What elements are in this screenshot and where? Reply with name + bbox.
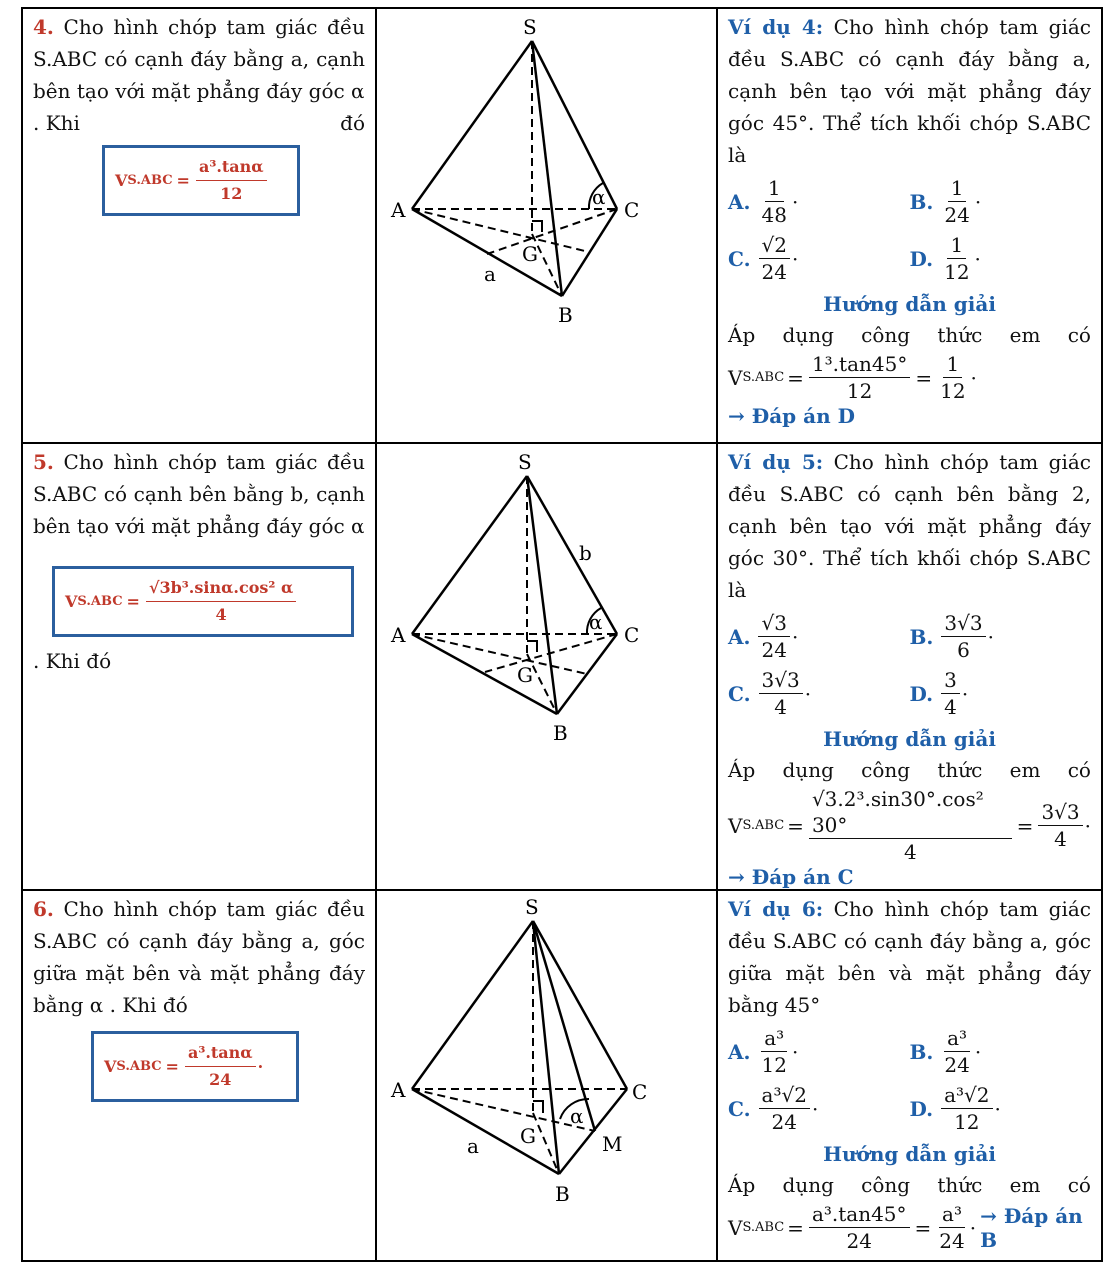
apply-word: dụng [782, 323, 834, 347]
pyramid-figure [377, 444, 716, 876]
guide-heading: Hướng dẫn giải [823, 1142, 996, 1166]
label-S: S [523, 15, 537, 39]
formula-table [21, 7, 1103, 1262]
option-den: 12 [944, 260, 970, 284]
label-S: S [518, 450, 532, 474]
apply-line [718, 1169, 1101, 1201]
option-c: C. $\frac{3√3}{4}$ · [728, 668, 812, 719]
figure-cell [376, 443, 717, 890]
option-b: B. $\frac{3√3}{6}$ · [909, 611, 994, 662]
label-C: C [632, 1080, 648, 1104]
item-number: 5. [33, 450, 54, 474]
option-label: C. [728, 246, 751, 271]
item-number: 4. [33, 15, 54, 39]
label-G: G [517, 663, 533, 687]
option-label: A. [728, 1039, 751, 1064]
sol-den: 4 [903, 840, 917, 864]
example-text: Cho hình chóp tam giác đều S.ABC có cạnh bên bằng 2, cạnh bên tạo với mặt phẳng đáy góc 30°. Thể tích khối chóp S.ABC là [728, 450, 1092, 602]
solution: V S.ABC = $\frac{\text{√3.2³.sin30°.cos² 30°}}{4}$ = $\frac{3√3}{4}$ · [728, 787, 1091, 864]
option-num: 1 [947, 232, 966, 259]
table-row [22, 890, 1102, 1261]
label-alpha: α [589, 610, 603, 634]
option-num: 3 [941, 667, 960, 694]
option-den: 48 [761, 203, 787, 227]
sol-lhs: V [728, 1215, 743, 1240]
option-num: a³√2 [941, 1082, 992, 1109]
example-cell [717, 443, 1102, 890]
apply-word: dụng [782, 1173, 834, 1197]
sol-eq-den: 24 [939, 1229, 965, 1253]
solution: V S.ABC = $\frac{\text{1³.tan45°}}{12}$ = $\frac{1}{12}$ · [728, 352, 977, 403]
label-G: G [520, 1124, 536, 1148]
answer: → Đáp án D [728, 404, 855, 428]
option-den: 4 [944, 695, 957, 719]
theory-tail: . Khi [33, 111, 80, 135]
option-den: 12 [761, 1053, 787, 1077]
sol-sub: S.ABC [742, 1220, 785, 1235]
apply-word: em [1009, 758, 1041, 782]
theory-text: Cho hình chóp tam giác đều S.ABC có cạnh đáy bằng a, góc giữa mặt bên và mặt phẳng đáy bằng α . Khi đó [33, 897, 366, 1017]
option-num: 3√3 [941, 610, 985, 637]
guide-heading: Hướng dẫn giải [823, 727, 996, 751]
label-B: B [553, 721, 568, 745]
formula-sub: S.ABC [127, 173, 173, 188]
formula-box: V S.ABC = $\frac{\text{a³.tanα}}{24}$ · [91, 1031, 299, 1102]
theory-text: Cho hình chóp tam giác đều S.ABC có cạnh đáy bằng a, cạnh bên tạo với mặt phẳng đáy góc α [33, 15, 366, 103]
formula-sub: S.ABC [116, 1059, 162, 1074]
option-num: √3 [758, 610, 789, 637]
answer: → Đáp án B [980, 1203, 1083, 1252]
apply-word: công [861, 1173, 911, 1197]
apply-word: em [1009, 1173, 1041, 1197]
formula-lhs: V [104, 1057, 117, 1076]
apply-line [718, 754, 1101, 786]
option-num: 1 [948, 175, 967, 202]
formula-numerator: √3b³.sinα.cos² α [146, 575, 296, 602]
figure-cell [376, 8, 717, 443]
option-d: D. $\frac{1}{12}$ · [909, 233, 981, 284]
sol-num: √3.2³.sin30°.cos² 30° [809, 786, 1012, 839]
option-d: D. $\frac{\text{a³√2}}{12}$ · [909, 1083, 1001, 1134]
apply-line [718, 319, 1101, 351]
apply-word: thức [937, 323, 983, 347]
example-title: Ví dụ 5: [728, 450, 824, 474]
formula-numerator: a³.tanα [196, 154, 267, 181]
option-a: A. $\frac{\text{a³}}{12}$ · [728, 1026, 799, 1077]
sol-sub: S.ABC [742, 370, 785, 385]
option-den: 4 [774, 695, 787, 719]
apply-word: em [1009, 323, 1041, 347]
sol-eq-den: 12 [940, 379, 966, 403]
label-alpha: α [570, 1104, 584, 1128]
sol-eq-num: 3√3 [1038, 799, 1082, 826]
sol-eq-den: 4 [1054, 827, 1067, 851]
option-label: B. [909, 189, 934, 214]
option-c: C. $\frac{√2}{24}$ · [728, 233, 799, 284]
sol-eq-num: 1 [943, 351, 962, 378]
options [718, 1021, 1101, 1135]
option-label: C. [728, 1096, 751, 1121]
formula-lhs: V [115, 171, 128, 190]
option-b: B. $\frac{\text{a³}}{24}$ · [909, 1026, 982, 1077]
option-label: D. [909, 681, 934, 706]
theory-text: Cho hình chóp tam giác đều S.ABC có cạnh bên bằng b, cạnh bên tạo với mặt phẳng đáy góc α [33, 450, 366, 538]
sol-den: 24 [846, 1229, 872, 1253]
label-C: C [624, 198, 640, 222]
example-cell [717, 8, 1102, 443]
label-A: A [391, 1078, 406, 1102]
option-c: C. $\frac{\text{a³√2}}{24}$ · [728, 1083, 819, 1134]
option-label: D. [909, 246, 934, 271]
apply-word: công [861, 758, 911, 782]
guide-heading: Hướng dẫn giải [823, 292, 996, 316]
item-number: 6. [33, 897, 54, 921]
sol-num: a³.tan45° [809, 1201, 910, 1228]
sol-lhs: V [728, 813, 743, 838]
solution: V S.ABC = $\frac{\text{a³.tan45°}}{24}$ = $\frac{\text{a³}}{24}$ · → Đáp án B [718, 1201, 1101, 1254]
formula-box: V S.ABC = $\frac{\text{a³.tanα}}{12}$ [102, 145, 300, 216]
option-num: 3√3 [759, 667, 803, 694]
label-C: C [624, 623, 640, 647]
option-b: B. $\frac{1}{24}$ · [909, 176, 982, 227]
option-den: 24 [944, 1053, 970, 1077]
apply-word: có [1067, 1173, 1091, 1197]
option-den: 24 [761, 638, 787, 662]
apply-word: Áp [728, 1173, 756, 1197]
option-label: A. [728, 189, 751, 214]
formula-denominator: 4 [215, 605, 227, 624]
formula-denominator: 12 [220, 184, 243, 203]
label-A: A [391, 198, 406, 222]
formula-sub: S.ABC [77, 594, 123, 609]
label-alpha: α [592, 185, 606, 209]
apply-word: thức [937, 1173, 983, 1197]
apply-word: thức [937, 758, 983, 782]
formula-denominator: 24 [209, 1070, 232, 1089]
theory-tail2: đó [340, 111, 365, 135]
option-a: A. $\frac{1}{48}$ · [728, 176, 799, 227]
sol-den: 12 [846, 379, 873, 403]
option-den: 6 [957, 638, 970, 662]
theory-cell [22, 890, 376, 1261]
label-a: a [467, 1134, 479, 1158]
pyramid-figure [377, 891, 716, 1256]
option-num: a³ [944, 1025, 970, 1052]
options [718, 606, 1101, 720]
sol-eq-num: a³ [939, 1201, 965, 1228]
pyramid-figure [377, 9, 716, 438]
option-d: D. $\frac{3}{4}$ · [909, 668, 969, 719]
option-num: 1 [765, 175, 784, 202]
option-label: A. [728, 624, 751, 649]
theory-cell [22, 8, 376, 443]
option-label: B. [909, 1039, 934, 1064]
formula-box: V S.ABC = $\frac{\text{√3b³.sinα.cos² α}}{4}$ [52, 566, 354, 637]
option-den: 24 [771, 1110, 797, 1134]
apply-word: có [1067, 323, 1091, 347]
example-text: Cho hình chóp tam giác đều S.ABC có cạnh đáy bằng a, cạnh bên tạo với mặt phẳng đáy góc 45°. Thể tích khối chóp S.ABC là [728, 15, 1092, 167]
table-row [22, 8, 1102, 443]
theory-cell [22, 443, 376, 890]
option-den: 24 [761, 260, 787, 284]
apply-word: Áp [728, 323, 756, 347]
apply-word: dụng [782, 758, 834, 782]
label-G: G [522, 242, 538, 266]
sol-num: 1³.tan45° [809, 351, 910, 378]
option-label: C. [728, 681, 751, 706]
option-num: √2 [759, 232, 790, 259]
example-title: Ví dụ 4: [728, 15, 824, 39]
option-label: D. [909, 1096, 934, 1121]
example-cell [717, 890, 1102, 1261]
formula-numerator: a³.tanα [185, 1040, 256, 1067]
label-b: b [579, 541, 592, 565]
label-A: A [391, 623, 406, 647]
label-M: M [602, 1132, 623, 1156]
example-title: Ví dụ 6: [728, 897, 824, 921]
label-B: B [555, 1182, 570, 1206]
apply-word: có [1067, 758, 1091, 782]
label-B: B [558, 303, 573, 327]
option-num: a³√2 [759, 1082, 810, 1109]
option-den: 12 [954, 1110, 980, 1134]
figure-cell [376, 890, 717, 1261]
option-a: A. $\frac{√3}{24}$ · [728, 611, 799, 662]
option-den: 24 [944, 203, 970, 227]
table-row [22, 443, 1102, 890]
sol-lhs: V [728, 365, 743, 390]
apply-word: Áp [728, 758, 756, 782]
formula-lhs: V [65, 592, 78, 611]
option-num: a³ [761, 1025, 787, 1052]
example-text: Cho hình chóp tam giác đều S.ABC có cạnh đáy bằng a, góc giữa mặt bên và mặt phẳng đáy bằng 45° [728, 897, 1092, 1017]
sol-sub: S.ABC [742, 818, 785, 833]
label-S: S [525, 895, 539, 919]
options [718, 171, 1101, 285]
apply-word: công [861, 323, 911, 347]
option-label: B. [909, 624, 934, 649]
answer: → Đáp án C [728, 865, 854, 889]
theory-tail: . Khi đó [33, 649, 112, 673]
label-a: a [484, 262, 496, 286]
